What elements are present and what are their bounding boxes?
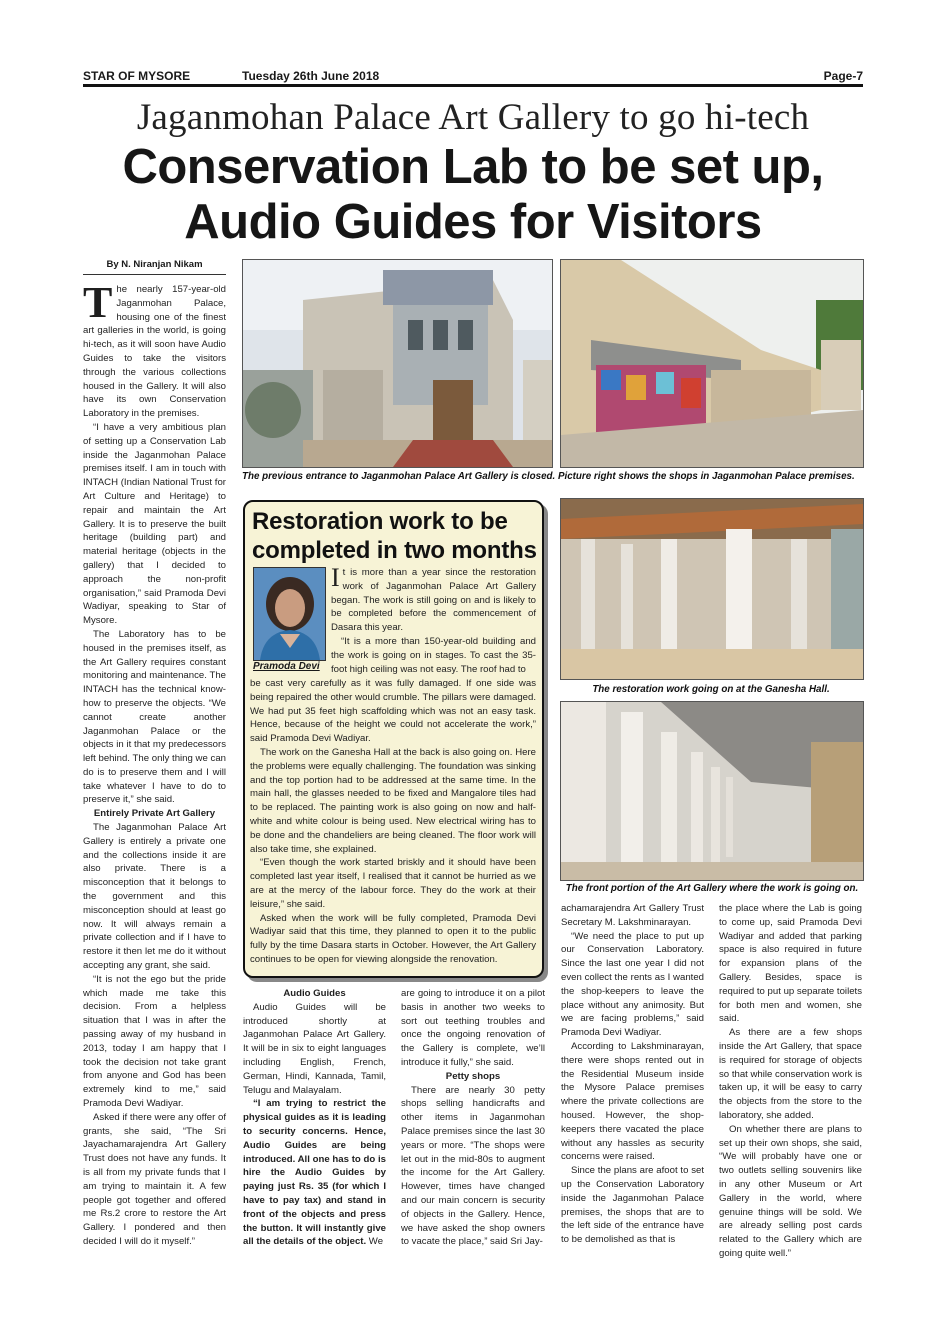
page-number: Page-7 [823, 69, 863, 83]
byline: By N. Niranjan Nikam [106, 259, 203, 270]
paragraph: As there are a few shops inside the Art Gallery, that space is required for storage of objects so that while conservation work is taken up, it will be easy to carry the objects from the store to the laboratory, she added. [719, 1027, 862, 1121]
kicker-headline: Jaganmohan Palace Art Gallery to go hi-tech [136, 97, 810, 138]
gallery-front-caption: The front portion of the Art Gallery where the work is going on. [565, 883, 859, 894]
top-photos-caption: The previous entrance to Jaganmohan Palace Art Gallery is closed. Picture right shows the shops in Jaganmohan Palace premises. [242, 471, 855, 482]
paragraph-bold [243, 1097, 386, 1249]
paragraph: “We need the place to put up our Conservation Laboratory. Since the last one year I did not even collect the rents as I wanted the shop-keepers to leave the place without any animosity. But we are facing problems,” said Pramoda Devi Wadiyar. [561, 930, 704, 1039]
subheading: Entirely Private Art Gallery [93, 808, 216, 820]
newspaper-name: STAR OF MYSORE [83, 69, 191, 83]
main-headline [70, 140, 876, 250]
paragraph: Asked when the work will be fully completed, Pramoda Devi Wadiyar said that this time, they planned to open it to the public fully by the time Dasara starts in October. However, the Art Gallery continues to be open for viewing alongside the renovation. [250, 912, 536, 965]
paragraph: The work on the Ganesha Hall at the back is also going on. Here the problems were equally challenging. The foundation was sinking and the top portion had to be addressed at the same time. In the main hall, the glasses needed to be fixed and Mangalore tiles had to be replaced. The painting work is also going on now and half-white and white colour is being used. New electrical wiring has to be done and the chandeliers are being cleaned. The floor work will also take time, she explained. [250, 746, 536, 855]
paragraph: “Even though the work started briskly and it should have been completed last year itself, I realised that it cannot be hurried as we are at the mercy of the labour force. They do the work at their leisure,” she said. [250, 857, 536, 910]
paragraph: t is more than a year since the restoration work of Jaganmohan Palace Art Gallery began. The work is still going on and is likely to be completed before the commencement of Dasara this year. [331, 567, 536, 634]
byline-rule [83, 274, 226, 275]
sidebar-title: Restoration work to be completed in two months [252, 508, 537, 564]
article-column-1 [83, 278, 226, 1249]
subheading: Audio Guides [283, 988, 346, 999]
quote-tail: We [366, 1236, 384, 1248]
headline-line-1: Conservation Lab to be set up, [122, 140, 824, 194]
paragraph: There are nearly 30 petty shops selling handicrafts and other items in Jaganmohan Palace premises since the last 30 years or more. “The shops were let out in the mid-80s to augment the income for the Art Gallery. However, times have changed and our main concern is security of objects in the Gallery. Hence, we have asked the shop owners to vacate the place,” said Sri Jay- [401, 1084, 545, 1248]
sidebar-drop-cap: I [331, 563, 340, 592]
sidebar-text-top [331, 563, 536, 635]
paragraph: Audio Guides will be introduced shortly at Jaganmohan Palace Art Gallery. It will be in six to eight languages including English, French, German, Hindi, Kannada, Tamil, Telugu and Malayalam. [243, 1001, 386, 1096]
paragraph: According to Lakshminarayan, there were shops rented out in the Residential Museum inside the Mysore Palace premises where the private collections are housed. However, the shop-keepers there vacated the place without any hassles as security concerns were raised. [561, 1040, 704, 1163]
paragraph: he nearly 157-year-old Jaganmohan Palace, housing one of the finest art galleries in the world, is going hi-tech, as it will soon have Audio Guides to take the visitors through the various collections housed in the Gallery. It will also have its own Conservation Laboratory in the premises. [83, 284, 226, 420]
subheading: Petty shops [445, 1070, 501, 1082]
bold-quote: “I am trying to restrict the physical guides as it is leading to security concerns. Hence, Audio Guides are being introduced. All one has to do is hire the Audio Guides by paying just Rs. 35 (for which I have to pay tax) and stand in front of the objects and press the button. It will instantly give all the details of the object. [243, 1098, 386, 1248]
paragraph: The Jaganmohan Palace Art Gallery is entirely a private one and the collections inside it are also private. There is a misconception that it belongs to the government and this misconception should at least go now. It will always remain a private collection and if I have to restore it then let me do it without accepting any grant, she said. [83, 822, 226, 972]
palace-shops-photo [560, 259, 864, 468]
paragraph: the place where the Lab is going to come up, said Pramoda Devi Wadiyar and added that parking space is also required in future for expansion plans of the Gallery. Besides, space is required to put up separate toilets for both men and women, she said. [719, 903, 862, 1025]
article-column-2 [243, 987, 386, 1249]
paragraph: achamarajendra Art Gallery Trust Secretary M. Lakshminarayan. [561, 903, 704, 928]
paragraph: are going to introduce it on a pilot basis in another two weeks to sort out teething troubles and once the ongoing renovation of the Gallery is complete, we’ll introduce it fully,” she said. [401, 988, 545, 1068]
ganesha-hall-photo [560, 498, 864, 680]
article-column-5 [719, 902, 862, 1261]
masthead-rule [83, 84, 863, 87]
drop-cap: T [83, 278, 113, 327]
portrait-caption: Pramoda Devi [253, 661, 320, 672]
issue-date: Tuesday 26th June 2018 [242, 69, 380, 83]
paragraph: On whether there are plans to set up their own shops, she said, “We will probably have one or two outlets selling souvenirs like in any other Museum or Art Gallery in the world, where genuine things will be sold. We are already selling post cards related to the Gallery which are going quite well.” [719, 1123, 862, 1259]
headline-line-2: Audio Guides for Visitors [184, 195, 762, 249]
paragraph: The Laboratory has to be housed in the premises itself, as the Art Gallery requires constant monitoring and maintenance. The INTACH has the technical know-how to preserve the objects. “We cannot create another Jaganmohan Palace or the objects in it that my predecessors left behind. The only thing we can do is to preserve them and I will take whatever I have to do to preserve it,” she said. [83, 628, 226, 806]
paragraph: “I have a very ambitious plan of setting up a Conservation Lab inside the Jaganmohan Palace premises itself. I am in touch with INTACH (Indian National Trust for Art Culture and Heritage) to repair and maintain the Art Gallery. It is to preserve the built heritage (building part) and material heritage (objects in the gallery) that I decided to approach the non-profit organisation,” said Pramoda Devi Wadiyar, speaking to Star of Mysore. [83, 421, 226, 627]
gallery-front-photo [560, 701, 864, 881]
paragraph: Since the plans are afoot to set up the Conservation Laboratory inside the Jaganmohan Palace premises, the shops that are to the left side of the entrance have to be demolished as that is [561, 1165, 704, 1246]
paragraph: Asked if there were any offer of grants, she said, “The Sri Jayachamarajendra Art Gallery Trust does not have any funds. It is all from my private funds that I am trying to maintain it. A few people got together and offered me Rs.2 crore to restore the Art Gallery. I pondered and then decided I will do it myself.” [83, 1111, 226, 1247]
ganesha-hall-caption: The restoration work going on at the Ganesha Hall. [592, 684, 830, 695]
article-column-3 [401, 987, 545, 1249]
sidebar-text-body [250, 677, 536, 967]
paragraph-continued: be cast very carefully as it was fully damaged. If one side was being repaired the other would crumble. The pillars were damaged. We had put 35 feet high scaffolding which was not an easy task. Hence, because of the height we could not accelerate the work,” said Pramoda Devi Wadiyar. [250, 678, 536, 745]
pramoda-devi-portrait [253, 567, 326, 661]
article-column-4 [561, 902, 704, 1247]
paragraph: “It is a more than 150-year-old building and the work is going on in stages. To cast the 35-foot high ceiling was not easy. The roof had to [331, 636, 536, 675]
paragraph: “It is not the ego but the pride which made me take this decision. From a helpless situation that I was in after the passing away of my husband in 2013, today I am happy that I took the decision not take grant from anyone and God has been extremely kind to me,” said Pramoda Devi Wadiyar. [83, 973, 226, 1110]
palace-entrance-photo [242, 259, 553, 468]
